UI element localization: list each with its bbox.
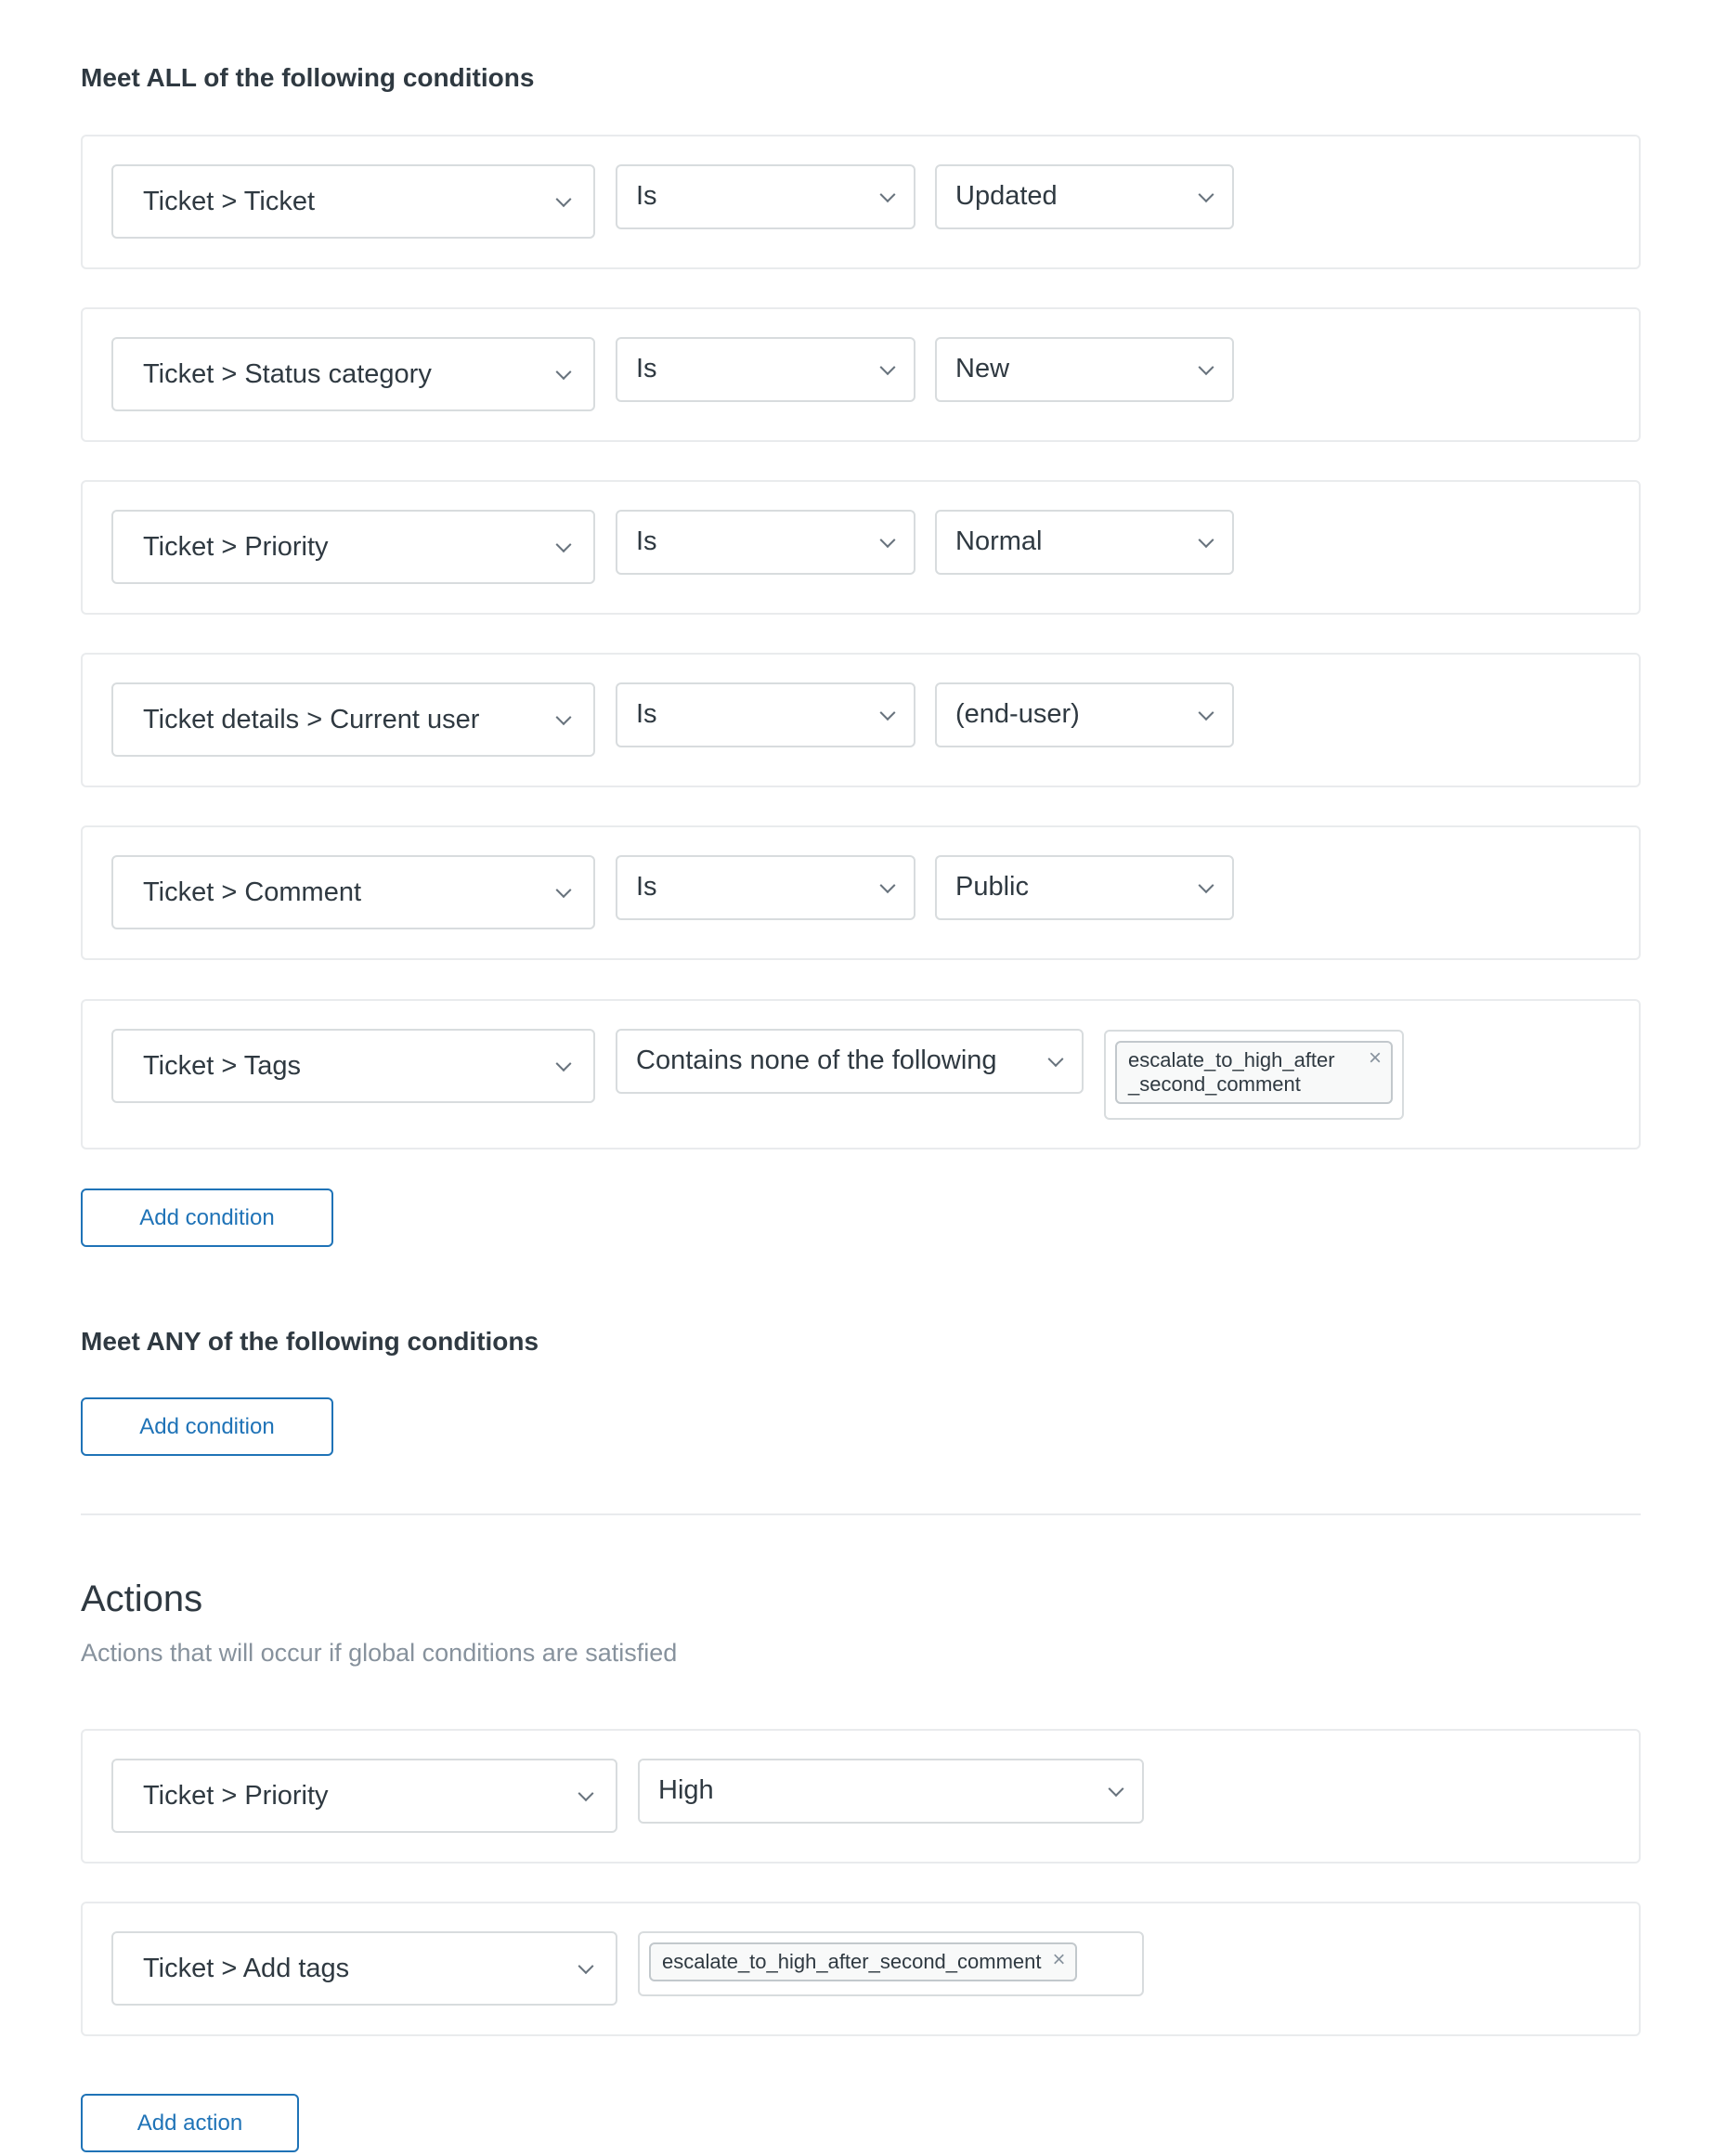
select-value: Ticket details > Current user: [143, 704, 480, 734]
all-conditions-heading: Meet ALL of the following conditions: [81, 63, 535, 92]
chevron-down-icon: [556, 882, 572, 898]
condition-value-select[interactable]: [935, 164, 1234, 229]
select-value: Ticket > Status category: [143, 358, 432, 389]
chevron-down-icon: [556, 709, 572, 725]
condition-field-select[interactable]: [111, 337, 595, 411]
action-field-select[interactable]: [111, 1931, 617, 2006]
chevron-down-icon: [1109, 1781, 1124, 1797]
select-value: Updated: [955, 181, 1058, 211]
chevron-down-icon: [556, 537, 572, 552]
condition-field-select[interactable]: [111, 855, 595, 929]
select-value: Is: [636, 526, 657, 556]
add-action-button[interactable]: Add action: [81, 2094, 299, 2152]
chevron-down-icon: [1199, 705, 1214, 721]
tag-chip: [649, 1942, 1077, 1981]
condition-operator-select[interactable]: [616, 855, 915, 920]
tags-input[interactable]: [638, 1931, 1144, 1996]
chevron-down-icon: [1199, 187, 1214, 202]
select-value: Ticket > Comment: [143, 877, 362, 907]
tag-label: escalate_to_high_after_second_comment: [662, 1950, 1042, 1973]
condition-value-select[interactable]: [935, 337, 1234, 402]
select-value: New: [955, 354, 1010, 383]
select-value: (end-user): [955, 699, 1080, 729]
chevron-down-icon: [880, 532, 896, 548]
chevron-down-icon: [556, 191, 572, 207]
select-value: Contains none of the following: [636, 1046, 997, 1075]
chevron-down-icon: [1048, 1051, 1064, 1067]
actions-subtitle: Actions that will occur if global conditions are satisfied: [81, 1639, 678, 1667]
condition-field-select[interactable]: [111, 164, 595, 239]
chevron-down-icon: [1199, 359, 1214, 375]
chevron-down-icon: [1199, 877, 1214, 893]
condition-operator-select[interactable]: [616, 682, 915, 747]
condition-value-select[interactable]: [935, 682, 1234, 747]
chevron-down-icon: [880, 187, 896, 202]
condition-field-select[interactable]: [111, 510, 595, 584]
add-condition-all-button[interactable]: Add condition: [81, 1188, 333, 1247]
add-condition-any-button[interactable]: Add condition: [81, 1397, 333, 1456]
chevron-down-icon: [1199, 532, 1214, 548]
chevron-down-icon: [880, 877, 896, 893]
tag-label: _second_comment: [1128, 1072, 1301, 1096]
select-value: Is: [636, 354, 657, 383]
close-icon[interactable]: ×: [1052, 1947, 1066, 1972]
close-icon[interactable]: ×: [1368, 1046, 1382, 1071]
select-value: Ticket > Add tags: [143, 1953, 350, 1983]
tag-chip: [1115, 1041, 1393, 1104]
chevron-down-icon: [578, 1958, 594, 1974]
select-value: Ticket > Priority: [143, 1780, 329, 1811]
divider: [81, 1513, 1641, 1515]
select-value: Is: [636, 699, 657, 729]
select-value: Is: [636, 872, 657, 902]
tags-input[interactable]: [1104, 1030, 1404, 1120]
condition-operator-select[interactable]: [616, 510, 915, 575]
condition-field-select[interactable]: [111, 682, 595, 757]
condition-operator-select[interactable]: [616, 337, 915, 402]
select-value: High: [658, 1775, 714, 1805]
select-value: Ticket > Tags: [143, 1050, 302, 1081]
select-value: Ticket > Ticket: [143, 186, 316, 216]
condition-value-select[interactable]: [935, 510, 1234, 575]
condition-operator-select[interactable]: [616, 164, 915, 229]
chevron-down-icon: [556, 364, 572, 380]
chevron-down-icon: [880, 359, 896, 375]
action-field-select[interactable]: [111, 1759, 617, 1833]
condition-operator-select[interactable]: [616, 1029, 1084, 1094]
chevron-down-icon: [556, 1056, 572, 1072]
select-value: Ticket > Priority: [143, 531, 329, 562]
select-value: Is: [636, 181, 657, 211]
chevron-down-icon: [880, 705, 896, 721]
select-value: Normal: [955, 526, 1043, 556]
select-value: Public: [955, 872, 1029, 902]
action-value-select[interactable]: [638, 1759, 1144, 1824]
tag-label: escalate_to_high_after: [1128, 1048, 1335, 1072]
chevron-down-icon: [578, 1786, 594, 1801]
any-conditions-heading: Meet ANY of the following conditions: [81, 1327, 539, 1356]
condition-value-select[interactable]: [935, 855, 1234, 920]
condition-field-select[interactable]: [111, 1029, 595, 1103]
actions-title: Actions: [81, 1578, 203, 1619]
